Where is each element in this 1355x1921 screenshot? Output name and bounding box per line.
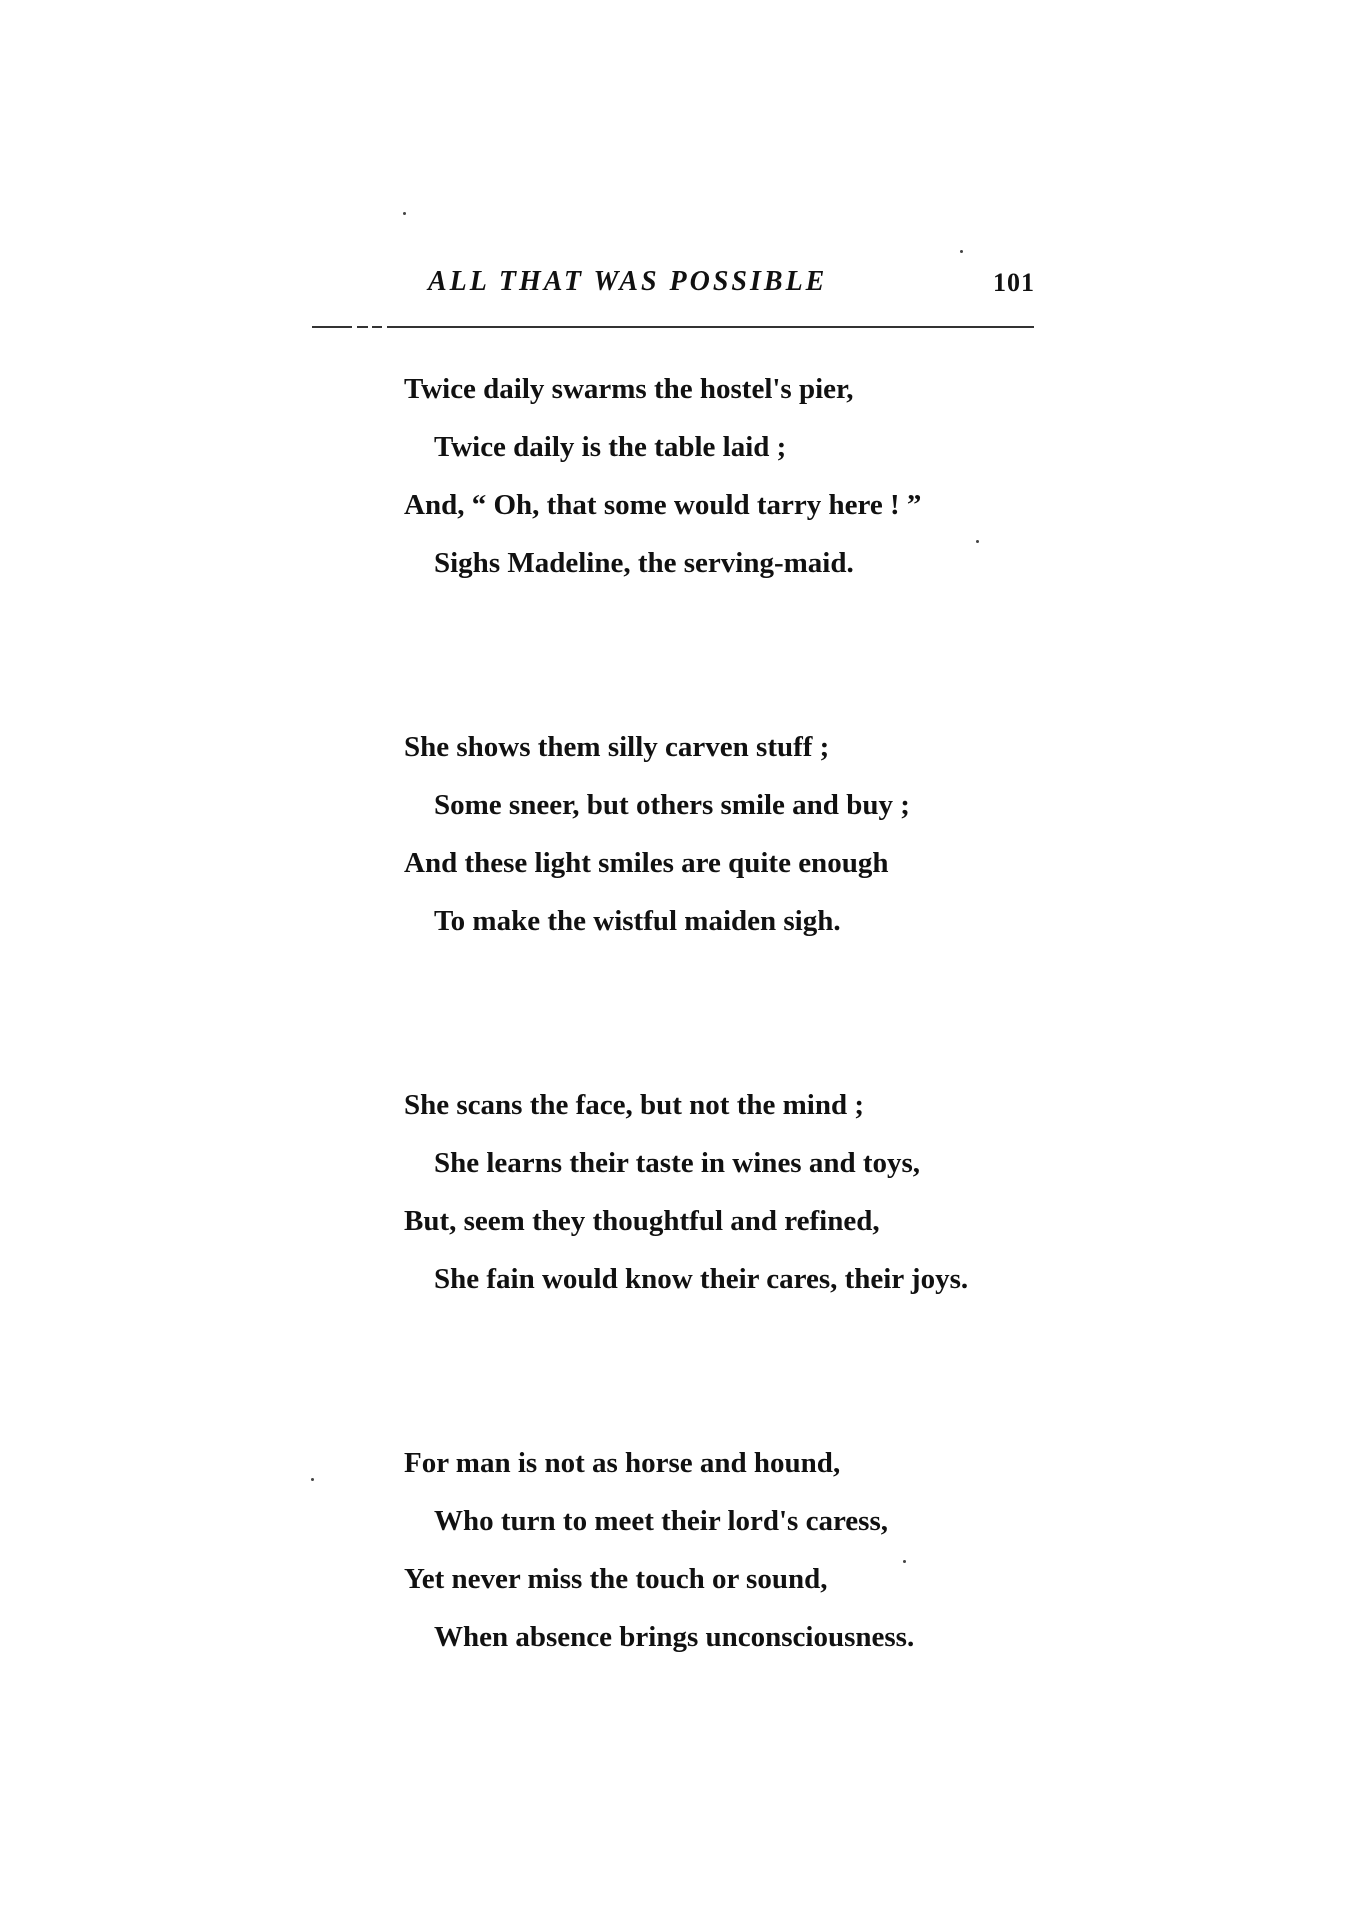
- header-rule: [312, 326, 1034, 328]
- page-number: 101: [993, 268, 1035, 297]
- print-speck: [976, 540, 979, 543]
- rule-gap: [368, 325, 372, 329]
- print-speck: [403, 212, 406, 215]
- poem: [404, 360, 1104, 1792]
- print-speck: [311, 1478, 314, 1481]
- poem-line: For man is not as horse and hound,: [404, 1447, 841, 1479]
- poem-line: And these light smiles are quite enough: [404, 847, 889, 879]
- poem-line: Twice daily is the table laid ;: [434, 431, 787, 463]
- poem-line: Twice daily swarms the hostel's pier,: [404, 373, 854, 405]
- poem-line: She learns their taste in wines and toys,: [434, 1147, 921, 1179]
- poem-line: And, “ Oh, that some would tarry here ! ”: [404, 489, 922, 521]
- stanza-2: [404, 718, 1104, 950]
- poem-line: To make the wistful maiden sigh.: [434, 905, 841, 937]
- poem-line: Who turn to meet their lord's caress,: [434, 1505, 889, 1537]
- poem-line: She fain would know their cares, their joys.: [434, 1263, 969, 1295]
- stanza-3: [404, 1076, 1104, 1308]
- stanza-4: [404, 1434, 1104, 1666]
- poem-line: She shows them silly carven stuff ;: [404, 731, 830, 763]
- poem-line: When absence brings unconsciousness.: [434, 1621, 915, 1653]
- rule-gap: [352, 325, 357, 329]
- rule-gap: [382, 325, 387, 329]
- stanza-1: [404, 360, 1104, 592]
- running-header: [310, 266, 1035, 306]
- running-title: ALL THAT WAS POSSIBLE: [428, 266, 828, 297]
- poem-line: She scans the face, but not the mind ;: [404, 1089, 864, 1121]
- poem-line: Some sneer, but others smile and buy ;: [434, 789, 910, 821]
- poem-line: Sighs Madeline, the serving-maid.: [434, 547, 854, 579]
- print-speck: [903, 1560, 906, 1563]
- print-speck: [960, 250, 963, 253]
- poem-line: But, seem they thoughtful and refined,: [404, 1205, 880, 1237]
- poem-line: Yet never miss the touch or sound,: [404, 1563, 828, 1595]
